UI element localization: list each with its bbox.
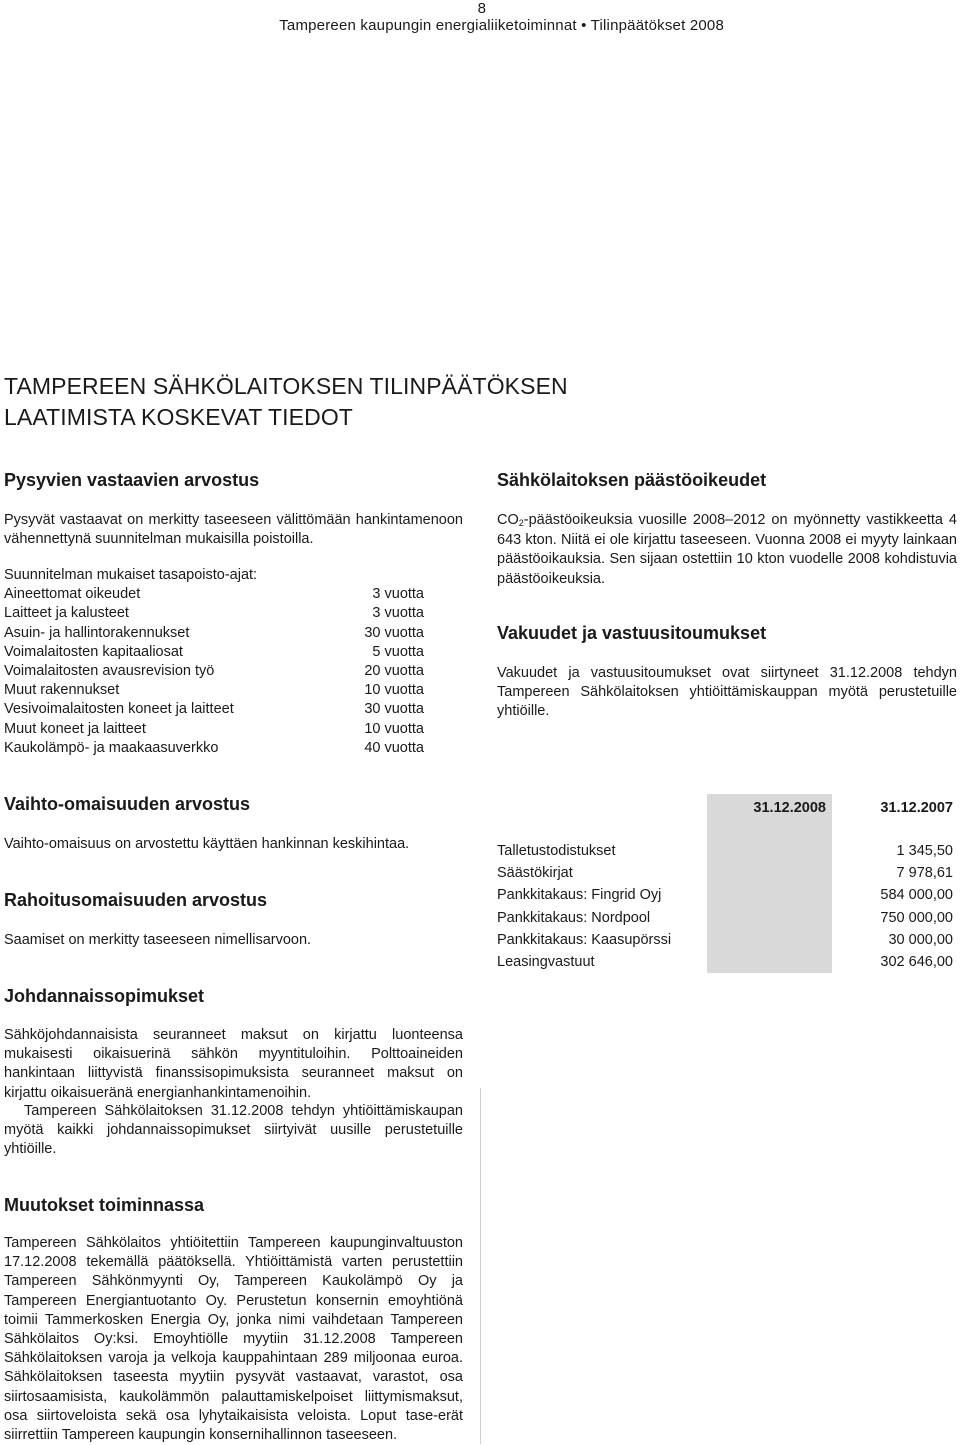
inventory-heading: Vaihto-omaisuuden arvostus <box>4 794 251 814</box>
row-value-2008 <box>707 907 832 929</box>
depr-row-value: 10 vuotta <box>364 682 424 699</box>
depreciation-row <box>4 662 424 681</box>
depreciation-row <box>4 700 424 719</box>
derivatives-text-1: Sähköjohdannaisista seuranneet maksut on kirjattu luonteensa mukaisesti oikaisuerinä sähkön myyntituloihin. Polttoaineiden hankintaan liittyvistä finanssisopimuksista seuranneet maksut on kirjattu oikaisueränä energianhankintamenoihin. <box>4 1027 463 1101</box>
guarantees-table <box>497 794 957 973</box>
table-row <box>497 929 957 951</box>
emissions-heading: Sähkölaitoksen päästöoikeudet <box>497 470 767 490</box>
table-spacer <box>497 822 957 840</box>
depreciation-row <box>4 643 424 662</box>
financial-assets-text: Saamiset on merkitty taseeseen nimellisarvoon. <box>4 932 312 948</box>
guarantees-text: Vakuudet ja vastuusitoumukset ovat siirtyneet 31.12.2008 tehdyn Tampereen Sähkölaitoksen yhtiöittämiskauppan myötä perustetuille yhtiöille. <box>497 665 957 720</box>
table-header <box>497 794 957 822</box>
depr-row-value: 30 vuotta <box>364 624 424 641</box>
depreciation-row <box>4 604 424 623</box>
depreciation-row <box>4 681 424 700</box>
depreciation-row <box>4 585 424 604</box>
title-line-1: TAMPEREEN SÄHKÖLAITOKSEN TILINPÄÄTÖKSEN <box>4 373 568 399</box>
row-value-2007: 750 000,00 <box>880 909 953 926</box>
depr-row-label: Voimalaitosten avausrevision työ <box>4 662 215 679</box>
row-value-2007: 302 646,00 <box>880 953 953 970</box>
table-row <box>497 840 957 862</box>
depr-row-label: Asuin- ja hallintorakennukset <box>4 624 190 641</box>
row-value-2007: 584 000,00 <box>880 887 953 904</box>
page-title <box>4 371 568 433</box>
row-value-2008 <box>707 884 832 906</box>
emissions-body: -päästöoikeuksia vuosille 2008–2012 on myönnetty vastikkeetta 4 643 kton. Niitä ei ole kirjattu taseeseen. Vuonna 2008 ei myyty lainkaan päästöoikauksia. Sen sijaan ostettiin 10 kton vuodelle 2008 kohdistuvia päästöoikeuksia. <box>497 512 957 587</box>
row-value-2008 <box>707 862 832 884</box>
guarantees-heading: Vakuudet ja vastuusitoumukset <box>497 623 767 643</box>
table-row <box>497 907 957 929</box>
table-row <box>497 884 957 906</box>
running-header: Tampereen kaupungin energialiiketoiminnat • Tilinpäätökset 2008 <box>279 17 724 34</box>
depr-row-value: 20 vuotta <box>364 662 424 679</box>
fixed-assets-intro: Pysyvät vastaavat on merkitty taseeseen välittömään hankintamenoon vähennettynä suunnitelman mukaisilla poistoilla. <box>4 512 463 548</box>
column-divider <box>480 1088 481 1444</box>
row-label: Pankkitakaus: Kaasupörssi <box>497 931 672 948</box>
depr-row-label: Muut rakennukset <box>4 682 120 699</box>
row-value-2007: 7 978,61 <box>896 865 953 882</box>
page-number: 8 <box>477 0 486 17</box>
row-label: Säästökirjat <box>497 865 573 882</box>
row-label: Leasingvastuut <box>497 953 595 970</box>
changes-text: Tampereen Sähkölaitos yhtiöitettiin Tampereen kaupunginvaltuuston 17.12.2008 tekemällä päätöksellä. Yhtiöittämistä varten perustettiin Tampereen Sähkönmyynti Oy, Tampereen Kaukolämpö Oy ja Tampereen Energiantuotanto Oy. Perustetun konsernin emoyhtiönä toimii Tammerkosken Energia Oy, jonka nimi vaihdetaan Tampereen Sähkölaitos Oy:ksi. Emoyhtiölle myytiin 31.12.2008 Tampereen Sähkölaitoksen varoja ja velkoja kauppahintaan 289 miljoonaa euroa. Sähkölaitoksen taseesta myytiin pysyvät vastaavat, varastot, osa siirtosaamisista, kaukolämmön palauttamiskelpoiset liittymismaksut, osa siirtoveloista sekä osa lyhytaikaisista veloista. Loput tase-erät siirrettiin Tampereen kaupungin konsernihallinnon taseeseen. <box>4 1235 463 1444</box>
depr-row-label: Laitteet ja kalusteet <box>4 605 129 622</box>
title-line-2: LAATIMISTA KOSKEVAT TIEDOT <box>4 404 353 430</box>
derivatives-heading: Johdannaissopimukset <box>4 986 205 1006</box>
row-value-2008 <box>707 840 832 862</box>
co-subscript: 2 <box>518 518 524 528</box>
depreciation-label: Suunnitelman mukaiset tasapoisto-ajat: <box>4 567 258 583</box>
column-header-2007: 31.12.2007 <box>880 800 953 816</box>
depreciation-table <box>4 566 424 758</box>
emissions-text <box>497 511 957 589</box>
inventory-text: Vaihto-omaisuus on arvostettu käyttäen hankinnan keskihintaa. <box>4 836 410 852</box>
depr-row-label: Aineettomat oikeudet <box>4 586 141 603</box>
row-value-2008 <box>707 951 832 973</box>
table-row <box>497 862 957 884</box>
depreciation-row <box>4 739 424 758</box>
co-label: CO <box>497 512 519 528</box>
column-header-2008: 31.12.2008 <box>707 794 832 822</box>
fixed-assets-heading: Pysyvien vastaavien arvostus <box>4 470 260 490</box>
depr-row-value: 30 vuotta <box>364 701 424 718</box>
depr-row-value: 10 vuotta <box>364 720 424 737</box>
depr-row-label: Kaukolämpö- ja maakaasuverkko <box>4 739 219 756</box>
depr-row-value: 3 vuotta <box>372 605 424 622</box>
depr-row-label: Muut koneet ja laitteet <box>4 720 146 737</box>
depreciation-label-row <box>4 566 424 585</box>
depr-row-label: Voimalaitosten kapitaaliosat <box>4 643 183 660</box>
depreciation-row <box>4 624 424 643</box>
depr-row-value: 3 vuotta <box>372 586 424 603</box>
row-label: Pankkitakaus: Fingrid Oyj <box>497 887 662 904</box>
depr-row-value: 5 vuotta <box>372 643 424 660</box>
depreciation-row <box>4 720 424 739</box>
row-label: Pankkitakaus: Nordpool <box>497 909 651 926</box>
row-label: Talletustodistukset <box>497 843 616 859</box>
depr-row-label: Vesivoimalaitosten koneet ja laitteet <box>4 701 234 718</box>
derivatives-text-2: Tampereen Sähkölaitoksen 31.12.2008 tehdyn yhtiöittämiskaupan myötä kaikki johdannaissopimukset siirtyivät uusille perustetuille yhtiöille. <box>4 1103 463 1158</box>
row-value-2007: 30 000,00 <box>888 931 953 948</box>
changes-heading: Muutokset toiminnassa <box>4 1195 205 1215</box>
row-value-2008 <box>707 929 832 951</box>
table-row <box>497 951 957 973</box>
depr-row-value: 40 vuotta <box>364 739 424 756</box>
row-value-2007: 1 345,50 <box>896 843 953 859</box>
financial-assets-heading: Rahoitusomaisuuden arvostus <box>4 890 268 910</box>
